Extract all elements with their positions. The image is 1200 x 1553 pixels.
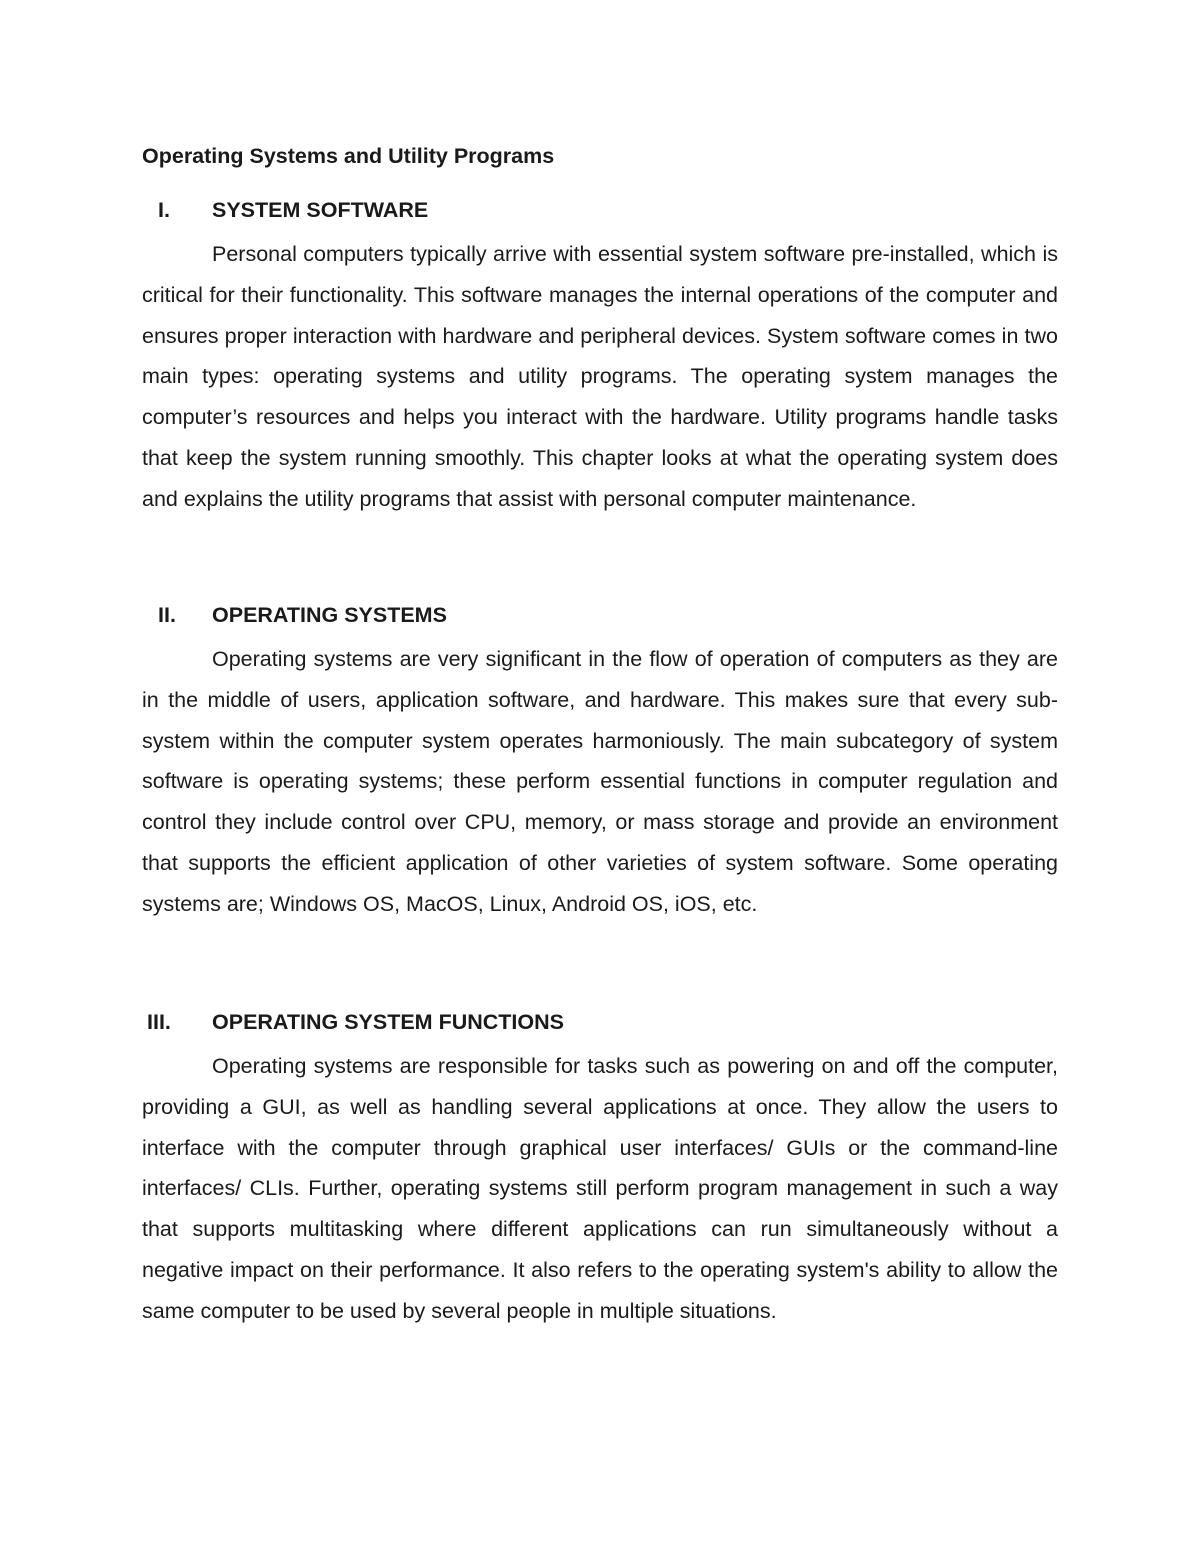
section-heading <box>142 600 1058 630</box>
section-paragraph: Operating systems are responsible for tasks such as powering on and off the computer, providing a GUI, as well as handling several applications at once. They allow the users to interface with the computer through graphical user interfaces/ GUIs or the command-line interfaces/ CLIs. Further, operating systems still perform program management in such a way that supports multitasking where different applications can run simultaneously without a negative impact on their performance. It also refers to the operating system's ability to allow the same computer to be used by several people in multiple situations. <box>142 1054 1058 1323</box>
section-system-software <box>142 195 1058 520</box>
section-paragraph: Operating systems are very significant in the flow of operation of computers as they are in the middle of users, application software, and hardware. This makes sure that every sub-system within the computer system operates harmoniously. The main subcategory of system software is operating systems; these perform essential functions in computer regulation and control they include control over CPU, memory, or mass storage and provide an environment that supports the efficient application of other varieties of system software. Some operating systems are; Windows OS, MacOS, Linux, Android OS, iOS, etc. <box>142 647 1058 916</box>
section-number: I. <box>158 198 170 222</box>
section-paragraph: Personal computers typically arrive with essential system software pre-installed, which is critical for their functionality. This software manages the internal operations of the computer and ensures proper interaction with hardware and peripheral devices. System software comes in two main types: operating systems and utility programs. The operating system manages the computer’s resources and helps you interact with the hardware. Utility programs handle tasks that keep the system running smoothly. This chapter looks at what the operating system does and explains the utility programs that assist with personal computer maintenance. <box>142 242 1058 511</box>
section-operating-system-functions <box>142 1007 1058 1332</box>
section-heading-text: OPERATING SYSTEM FUNCTIONS <box>212 1010 564 1034</box>
section-heading <box>142 195 1058 225</box>
section-number: II. <box>158 603 176 627</box>
section-number: III. <box>147 1010 171 1034</box>
section-heading-text: SYSTEM SOFTWARE <box>212 198 429 222</box>
section-operating-systems <box>142 600 1058 925</box>
document-title: Operating Systems and Utility Programs <box>142 144 555 168</box>
section-heading <box>142 1007 1058 1037</box>
section-heading-text: OPERATING SYSTEMS <box>212 603 447 627</box>
